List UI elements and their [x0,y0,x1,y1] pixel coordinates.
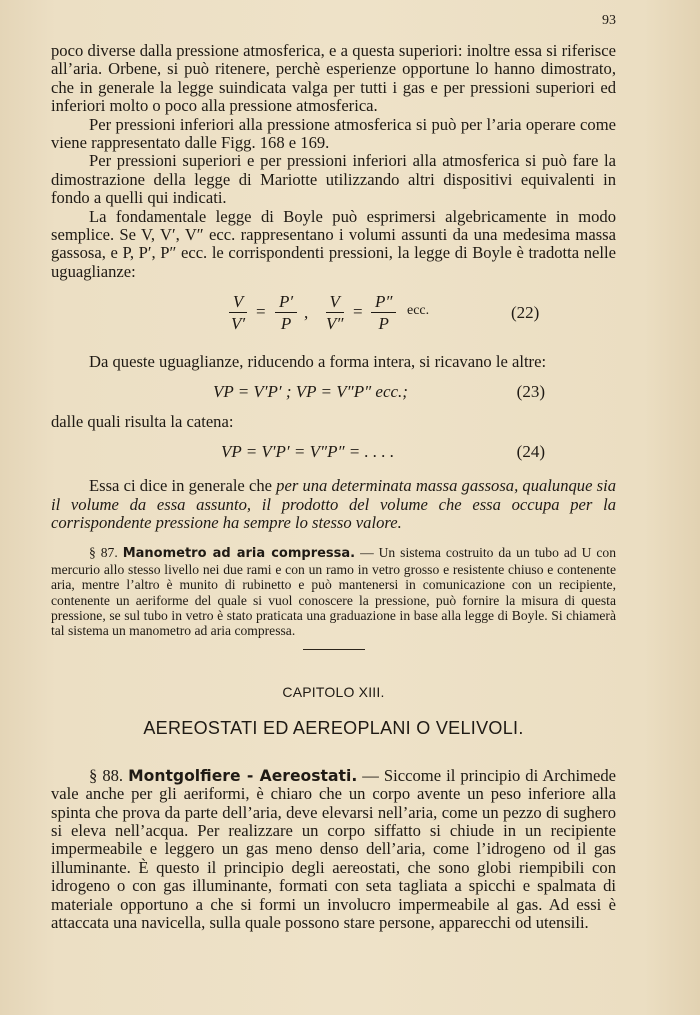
section-87-number: § 87. [89,545,118,561]
page-number: 93 [602,13,616,28]
equation-24: VP = V′P′ = V″P″ = . . . . (24) [221,442,545,462]
equation-number-22: (22) [511,303,540,323]
chapter-label: CAPITOLO XIII. [282,683,385,700]
equation-22: $\frac{V}{V'}$ = $\frac{P'}{P}$ , $\frac{V}{V''}$ = $\frac{P''}{P}$ ecc. (22) [51,281,616,341]
paragraph-continuation: poco diverse dalla pressione atmosferica, e a questa superiori: inoltre essa si riferisce all’aria. Orbene, si può ritenere, perchè esperienze opportune lo hanno dimostrato, che in generale la legge suindicata valga per tutti i gas e per pressioni superiori ed inferiori molto o poco alla pressione atmosferica. [51,41,616,116]
fraction-v-v1: $\frac{V}{V'}$ [227,291,249,334]
section-88-title: Montgolfiere - Aereostati. [128,766,358,785]
section-88: § 88. Montgolfiere - Aereostati. — Siccome il principio di Archimede vale anche per gli aeriformi, è chiaro che un corpo avente un peso inferiore alla spinta che prova da parte dell’aria, deve elevarsi nell’aria, come un pezzo di sughero si eleva nell’acqua. Per realizzare un corpo siffatto si chiude in un recipiente impermeabile e leggero un gas meno denso dell’aria, come l’idrogeno od il gas illuminante. È questo il principio degli aereostati, che sono globi riempibili con idrogeno o con gas illuminante, formati con seta tagliata a spicchi e spalmata di materiale opportuno a che si formi un involucro impermeabile al gas. Ad essi è attaccata una navicella, sulla quale possono stare persone, apparecchi od utensili. [51,765,617,932]
section-87-title: Manometro ad aria compressa. [122,546,356,562]
section-88-number: § 88. [89,765,124,785]
section-divider [303,649,365,650]
paragraph-low-pressure: Per pressioni inferiori alla pressione atmosferica si può per l’aria operare come viene rappresentato dalle Figg. 168 e 169. [51,114,616,153]
paragraph-boyle-statement: Essa ci dice in generale che per una determinata massa gassosa, qualunque sia il volume da essa assunto, il prodotto del volume che essa occupa per la corrispondente pressione ha sempre lo stesso valore. [51,476,616,532]
fraction-p1-p: $\frac{P'}{P}$ [275,291,297,334]
fraction-v-v2: $\frac{V}{V''}$ [326,292,344,334]
paragraph-integer-form: Da queste uguaglianze, riducendo a forma intera, si ricavano le altre: [89,352,547,372]
fraction-p2-p: $\frac{P''}{P}$ [371,291,396,334]
equation-number-24: (24) [516,442,545,462]
paragraph-mariotte: Per pressioni superiori e per pressioni inferiori alla atmosferica si può fare la dimostrazione della legge di Mariotte utilizzando altri dispositivi equivalenti in fondo a quelli qui indicati. [51,151,616,208]
equation-number-23: (23) [516,381,545,401]
paragraph-boyle-law: La fondamentale legge di Boyle può esprimersi algebricamente in modo semplice. Se V, V′, V″ ecc. rappresentano i volumi assunti da una medesima massa gassosa, e P, P′, P″ ecc. le corrispondenti pressioni, la legge di Boyle è tradotta nelle uguaglianze: [51,206,616,281]
section-87: § 87. Manometro ad aria compressa. — Un sistema costruito da un tubo ad U con mercurio allo stesso livello nei due rami e con un ramo in vetro grosso e resistente chiuso e contenente aria, mentre l’altro è munito di rubinetto e può mantenersi in comunicazione con un recipiente, contenente un aeriforme del quale si vuol conoscere la pressione, può fornire la misura di questa pressione, se sul tubo in vetro è stato praticata una graduazione in base alla legge di Boyle. Si chiamerà tal sistema un manometro ad aria compressa. [51,545,616,639]
equation-23: VP = V′P′ ; VP = V″P″ ecc.; (23) [213,381,545,401]
paragraph-chain: dalle quali risulta la catena: [51,411,234,431]
chapter-title: AEREOSTATI ED AEREOPLANI O VELIVOLI. [143,717,524,738]
page-body [51,42,616,932]
